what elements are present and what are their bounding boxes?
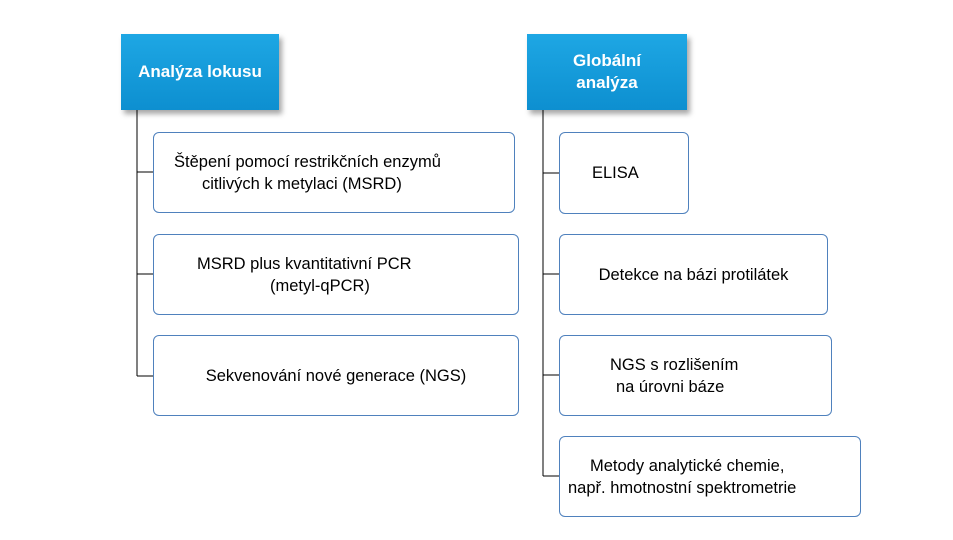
right-method-box-elisa: [559, 132, 689, 214]
left-method-box-msrd: [153, 132, 515, 213]
method-line: Štěpení pomocí restrikčních enzymů: [174, 152, 441, 171]
left-method-box-ngs: [153, 335, 519, 416]
locus-analysis-header: [121, 34, 279, 110]
method-line: na úrovni báze: [616, 377, 725, 396]
method-line: Metody analytické chemie,: [590, 456, 785, 475]
method-line: citlivých k metylaci (MSRD): [202, 174, 402, 193]
locus-analysis-header-text: Analýza lokusu: [138, 62, 262, 81]
global-analysis-header-line: analýza: [576, 73, 638, 92]
method-line: Sekvenování nové generace (NGS): [205, 366, 467, 385]
method-line: (metyl-qPCR): [270, 276, 370, 295]
right-method-box-antibody: [559, 234, 828, 315]
left-method-box-metyl-qpcr: [153, 234, 519, 315]
method-line: např. hmotnostní spektrometrie: [568, 478, 797, 497]
global-analysis-header: [527, 34, 687, 110]
method-line: MSRD plus kvantitativní PCR: [197, 254, 412, 273]
right-method-box-ngs-base: [559, 335, 832, 416]
right-method-box-analytical-chemistry: [559, 436, 861, 517]
method-line: NGS s rozlišením: [610, 355, 739, 374]
global-analysis-header-line: Globální: [573, 51, 641, 70]
method-line: ELISA: [592, 164, 639, 182]
method-line: Detekce na bázi protilátek: [598, 265, 789, 284]
